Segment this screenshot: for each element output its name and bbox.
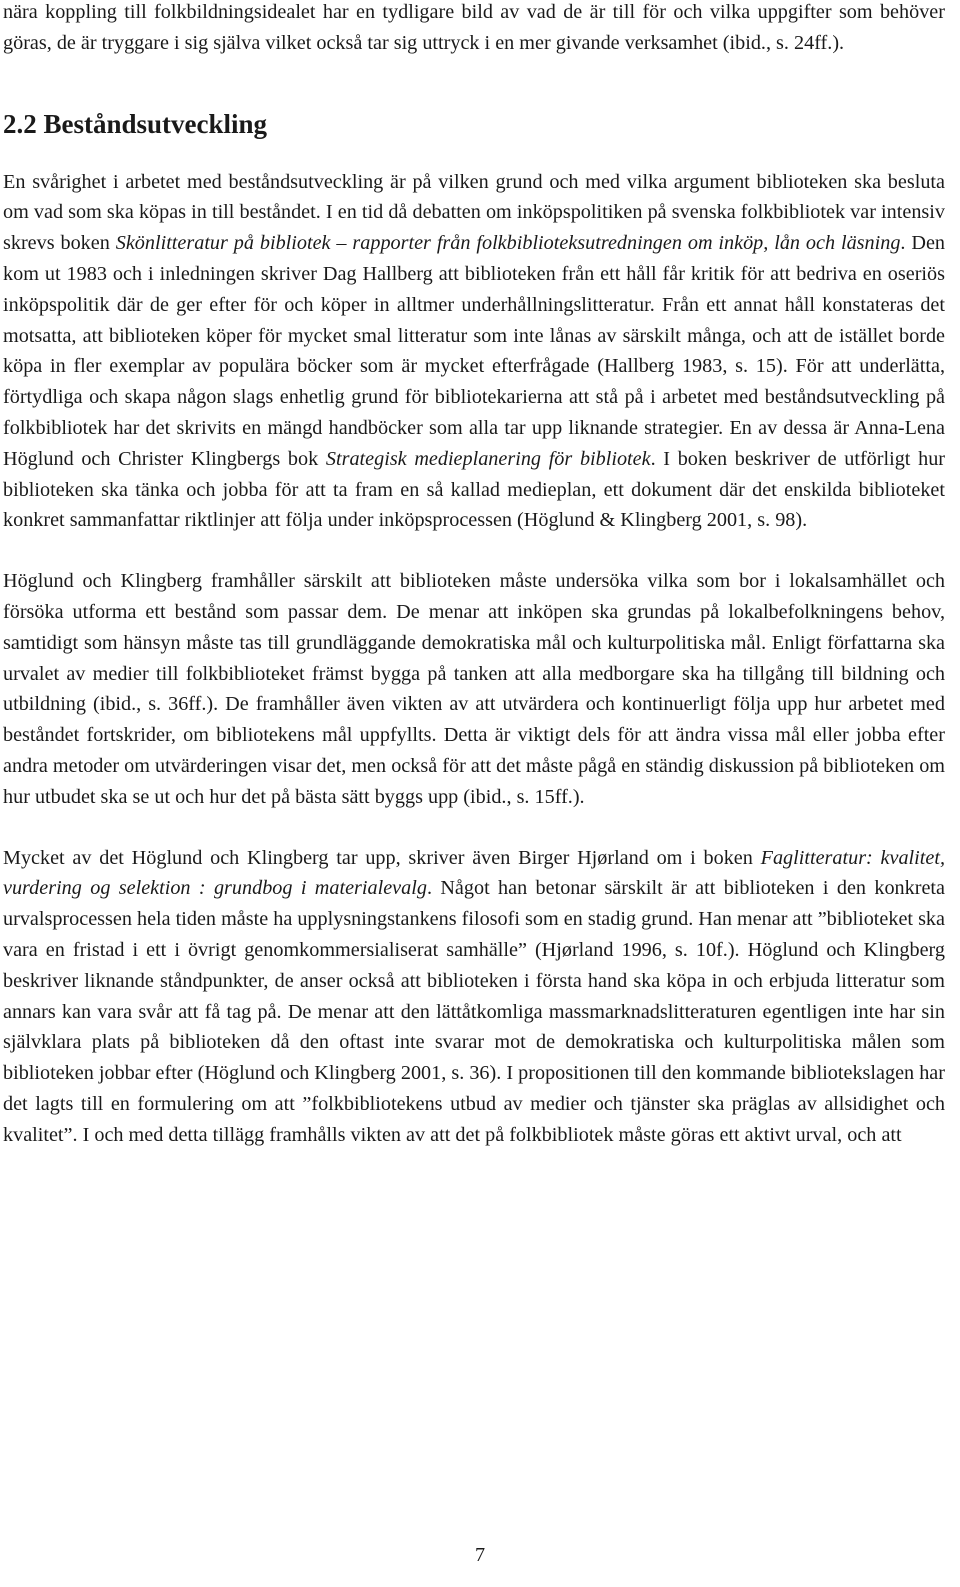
paragraph-text: . Något han betonar särskilt är att biblioteken i den konkreta urvalsprocessen hela tiden måste ha upplysningstankens filosofi som en stadig grund. Han menar att ”biblioteket ska vara en fristad i ett i övrigt genomkommersialiserat samhälle” (Hjørland 1996, s. 10f.). Höglund och Klingberg beskriver liknande ståndpunkter, de anser också att biblioteken i första hand ska köpa in och erbjuda litteratur som annars kan vara svår att få tag på. De menar att den lättåtkomliga massmarknadslitteraturen egentligen inte har sin självklara plats på biblioteken då den oftast inte svarar mot de demokratiska och kulturpolitiska målen som biblioteken jobbar efter (Höglund och Klingberg 2001, s. 36). I propositionen till den kommande bibliotekslagen har det lagts till en formulering om att ”folkbibliotekens utbud av medier och tjänster ska präglas av allsidighet och kvalitet”. I och med detta tillägg framhålls vikten av att det på folkbibliotek måste göras ett aktivt urval, och att	[3, 877, 945, 1146]
italic-title-text: Skönlitteratur på bibliotek – rapporter från folkbiblioteksutredningen om inköp, lån och läsning	[115, 232, 901, 255]
paragraph-2	[3, 566, 945, 812]
paragraph-text: nära koppling till folkbildningsidealet har en tydligare bild av vad de är till för och vilka uppgifter som behöver göras, de är tryggare i sig själva vilket också tar sig uttryck i en mer givande verksamhet (ibid., s. 24ff.).	[3, 1, 945, 54]
paragraph-text: Höglund och Klingberg framhåller särskilt att biblioteken måste undersöka vilka som bor i lokalsamhället och försöka utforma ett bestånd som passar dem. De menar att inköpen ska grundas på lokalbefolkningens behov, samtidigt som hänsyn måste tas till grundläggande demokratiska mål och kulturpolitiska mål. Enligt författarna ska urvalet av medier till folkbiblioteket främst bygga på tanken att alla medborgare ska ha tillgång till bildning och utbildning (ibid., s. 36ff.). De framhåller även vikten av att utvärdera och kontinuerligt följa upp hur arbetet med beståndet fortskrider, om bibliotekens mål uppfyllts. Detta är viktigt dels för att ändra vissa mål eller jobba efter andra metoder om utvärderingen visar det, men också för att det måste pågå en ständig diskussion på biblioteken om hur utbudet ska se ut och hur det på bästa sätt byggs upp (ibid., s. 15ff.).	[3, 570, 945, 808]
page-number: 7	[474, 1544, 486, 1566]
paragraph-text: Mycket av det Höglund och Klingberg tar upp, skriver även Birger Hjørland om i boken	[3, 846, 761, 869]
document-page	[3, 0, 945, 1151]
italic-title-text: Strategisk medieplanering för bibliotek	[325, 447, 651, 470]
paragraph-text: . I boken beskriver de utförligt hur biblioteken ska tänka och jobba för att ta fram en så kallad medieplan, ett dokument där det enskilda biblioteket konkret sammanfattar riktlinjer att följa under inköpsprocessen (Höglund & Klingberg 2001, s. 98).	[3, 447, 946, 532]
paragraph-intro	[3, 0, 945, 59]
paragraph-text: En svårighet i arbetet med beståndsutveckling är på vilken grund och med vilka argument biblioteken ska besluta om vad som ska köpas in till beståndet. I en tid då debatten om inköpspolitiken på svenska folkbibliotek var intensiv skrevs boken	[3, 170, 945, 255]
paragraph-3	[3, 843, 945, 1151]
italic-title-text: Faglitteratur: kvalitet, vurdering og selektion : grundbog i materialevalg	[3, 846, 945, 900]
section-heading: 2.2 Beståndsutveckling	[3, 108, 268, 139]
paragraph-text: . Den kom ut 1983 och i inledningen skriver Dag Hallberg att biblioteken från ett håll får kritik för att bedriva en oseriös inköpspolitik där de ger efter för och köper in alltmer underhållningslitteratur. Från ett annat håll konstateras det motsatta, att biblioteken köper för mycket smal litteratur som inte lånas av särskilt många, och att de istället borde köpa in fler exemplar av populära böcker som är mycket efterfrågade (Hallberg 1983, s. 15). För att underlätta, förtydliga och skapa någon slags enhetlig grund för bibliotekarierna att stå på i arbetet med beståndsutveckling på folkbibliotek har det skrivits en mängd handböcker som alla tar upp liknande strategier. En av dessa är Anna-Lena Höglund och Christer Klingbergs bok	[3, 232, 946, 470]
paragraph-1	[3, 167, 945, 537]
